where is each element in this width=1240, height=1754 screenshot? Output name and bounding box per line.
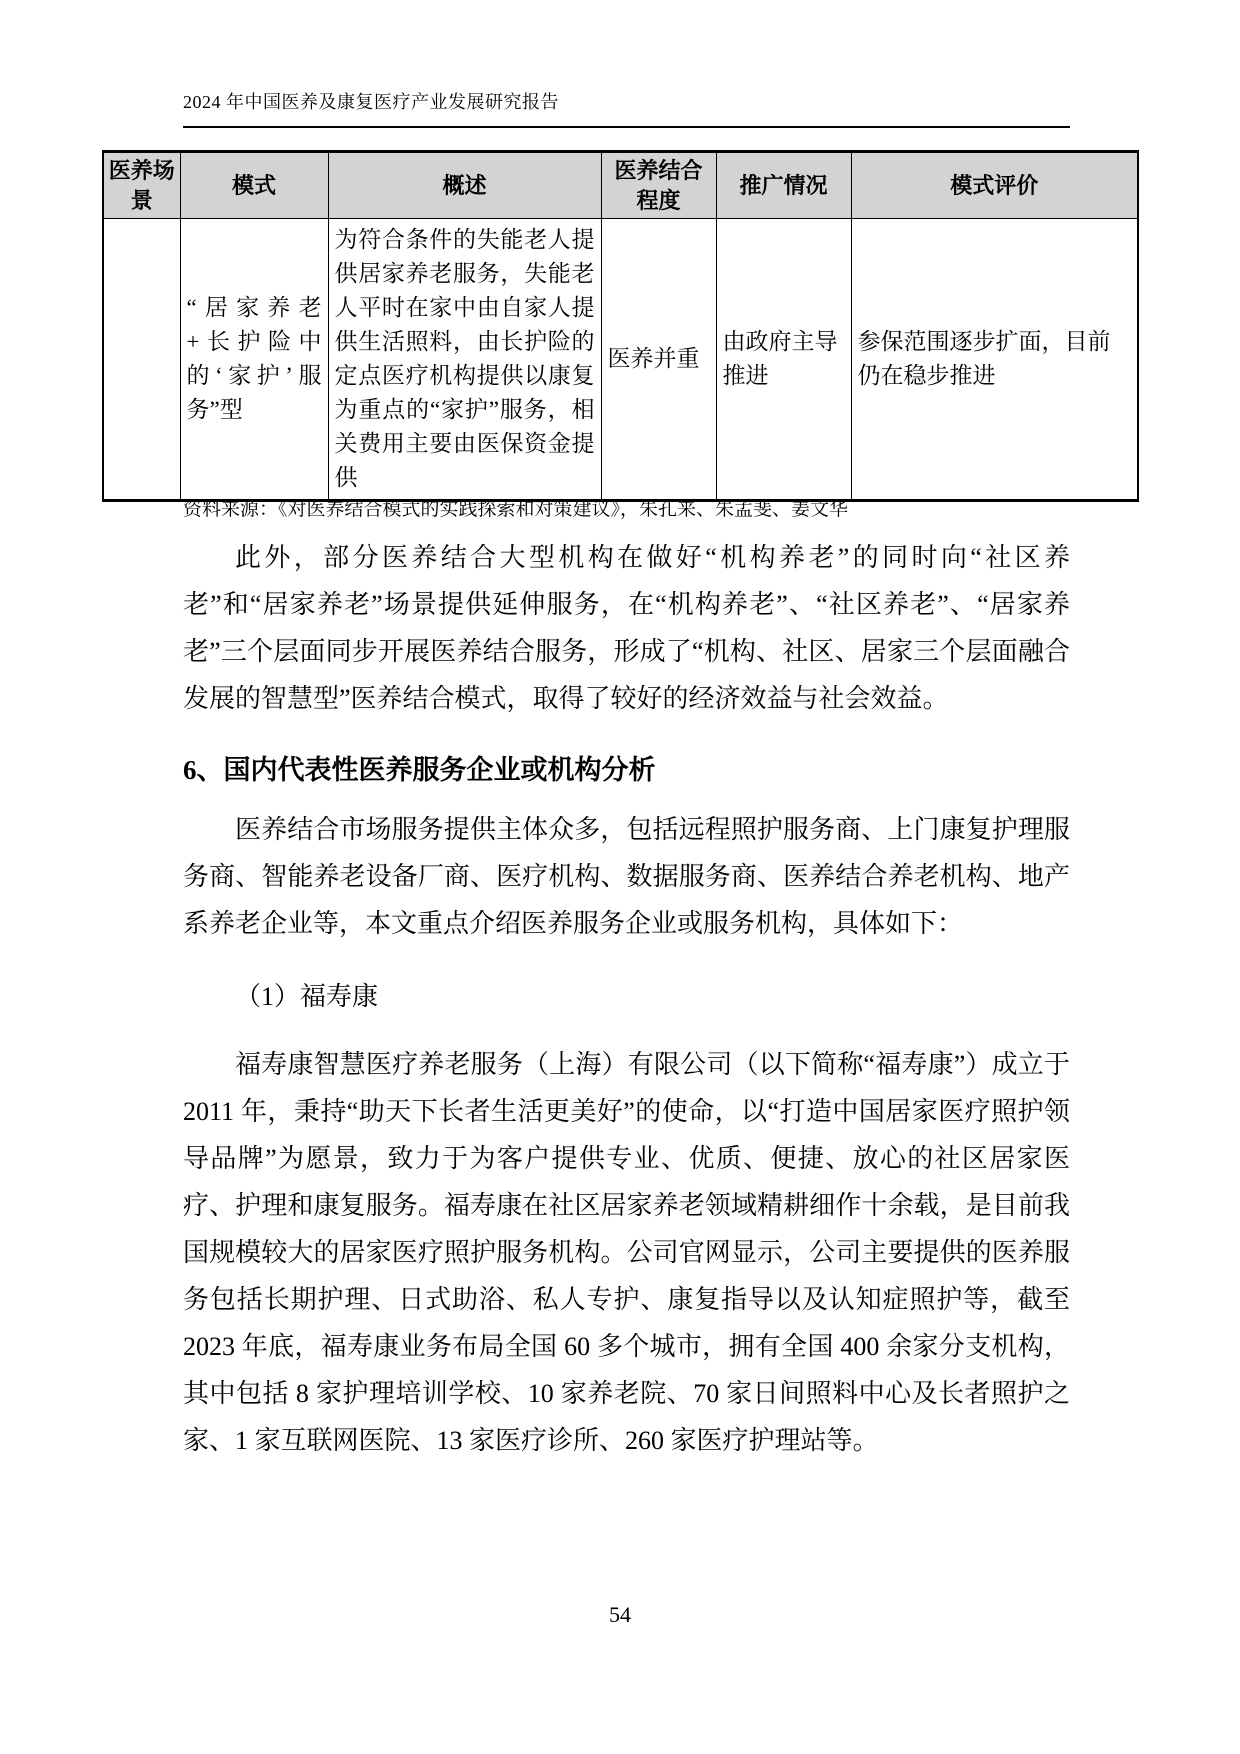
column-header-degree: 医养结合程度 bbox=[601, 152, 716, 219]
running-header-title: 2024 年中国医养及康复医疗产业发展研究报告 bbox=[183, 88, 1070, 128]
cell-degree: 医养并重 bbox=[601, 219, 716, 501]
cell-overview: 为符合条件的失能老人提供居家养老服务，失能老人平时在家中由自家人提供生活照料，由长护险的定点医疗机构提供以康复为重点的“家护”服务，相关费用主要由医保资金提供 bbox=[328, 219, 601, 501]
column-header-scene: 医养场景 bbox=[103, 152, 180, 219]
paragraph-fushoukang-intro: 福寿康智慧医疗养老服务（上海）有限公司（以下简称“福寿康”）成立于 2011 年，秉持“助天下长者生活更美好”的使命，以“打造中国居家医疗照护领导品牌”为愿景，致力于为客户提供专业、优质、便捷、放心的社区居家医疗、护理和康复服务。福寿康在社区居家养老领域精耕细作十余载，是目前我国规模较大的居家医疗照护服务机构。公司官网显示，公司主要提供的医养服务包括长期护理、日式助浴、私人专护、康复指导以及认知症照护等，截至 2023 年底，福寿康业务布局全国 60 多个城市，拥有全国 400 余家分支机构，其中包括 8 家护理培训学校、10 家养老院、70 家日间照料中心及长者照护之家、1 家互联网医院、13 家医疗诊所、260 家医疗护理站等。 bbox=[183, 1050, 1070, 1455]
page-number: 54 bbox=[609, 1602, 631, 1627]
column-header-mode: 模式 bbox=[180, 152, 328, 219]
mode-comparison-table bbox=[102, 150, 1139, 502]
column-header-promotion: 推广情况 bbox=[716, 152, 851, 219]
cell-evaluation: 参保范围逐步扩面，目前仍在稳步推进 bbox=[851, 219, 1138, 501]
sub-heading-fushoukang: （1）福寿康 bbox=[235, 982, 379, 1011]
table-source-note: 资料来源：《对医养结合模式的实践探索和对策建议》，朱孔来、朱孟斐、姜文华 bbox=[183, 499, 849, 520]
column-header-overview: 概述 bbox=[328, 152, 601, 219]
paragraph-market-overview: 医养结合市场服务提供主体众多，包括远程照护服务商、上门康复护理服务商、智能养老设备厂商、医疗机构、数据服务商、医养结合养老机构、地产系养老企业等，本文重点介绍医养服务企业或服务机构，具体如下： bbox=[183, 815, 1070, 938]
table-row bbox=[103, 219, 1138, 501]
cell-mode: “居家养老+长护险中的‘家护’服务”型 bbox=[180, 219, 328, 501]
paragraph-extension-services: 此外，部分医养结合大型机构在做好“机构养老”的同时向“社区养老”和“居家养老”场景提供延伸服务，在“机构养老”、“社区养老”、“居家养老”三个层面同步开展医养结合服务，形成了“机构、社区、居家三个层面融合发展的智慧型”医养结合模式，取得了较好的经济效益与社会效益。 bbox=[183, 543, 1070, 713]
cell-promotion: 由政府主导推进 bbox=[716, 219, 851, 501]
cell-scene bbox=[103, 219, 180, 501]
table-header-row bbox=[103, 152, 1138, 219]
section-heading-6: 6、国内代表性医养服务企业或机构分析 bbox=[183, 755, 656, 785]
column-header-evaluation: 模式评价 bbox=[851, 152, 1138, 219]
